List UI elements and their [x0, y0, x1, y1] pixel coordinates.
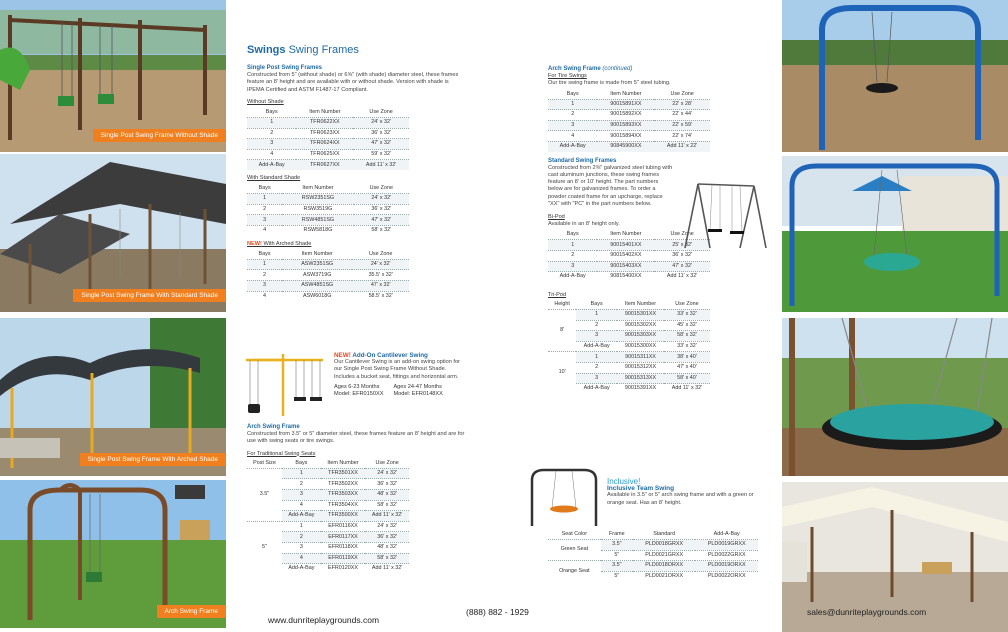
arch-frame-block: [247, 424, 465, 574]
table-row: 3 EFR0118XX 48' x 32': [247, 542, 409, 553]
table-row: 3.5" 1 TFR3501XX 24' x 32': [247, 468, 409, 479]
table-row: 1 TFR0622XX 24' x 32': [247, 118, 409, 129]
column-single-post: [247, 44, 465, 301]
table-row: 2 ASW3719G 35.5' x 32': [247, 270, 409, 281]
standard-frames-desc: Constructed from 2⅜" galvanized steel tubing with cast aluminum junctions, these swing frames feature an 8' or 10' height. The part numbers below are for galvanized frames. To order a powder coated frame for an upcharge, replace "XX" with "PC" in the part numbers below.: [548, 164, 673, 207]
photo-single-post-no-shade: [0, 0, 226, 152]
footer-email[interactable]: sales@dunriteplaygrounds.com: [807, 607, 927, 617]
standard-frame-image: [680, 180, 770, 250]
photo-team-swing-green: [782, 156, 1008, 312]
bipod-desc: Available in an 8' height only.: [548, 221, 620, 228]
arched-shade-heading: NEW! With Arched Shade: [247, 240, 312, 247]
table-row: 3 90015313XX 58' x 40': [548, 373, 710, 384]
cantilever-desc: Our Cantilever Swing is an add-on swing option for our Single Post Swing Frame Without Shade. Includes a bucket seat, fittings and horizontal arm.: [334, 359, 460, 380]
standard-shade-table: Bays Item Number Use Zone 1 RSW2351SG 24' x 32' 2 RSW3519G 36' x 32' 3 RSW4851SG 47' x 32' 4 RSW5818G 58' x 32': [247, 184, 409, 235]
tire-table: Bays Item Number Use Zone 1 90015891XX 22' x 28' 2 90015892XX 22' x 44' 3 90015893XX 22' x 59' 4 90015894XX 22' x 74' Add-A-Bay 90845900XX Add 11' x 22': [548, 90, 710, 152]
table-row: 1 90015891XX 22' x 28': [548, 99, 710, 110]
tripod-table: Height Bays Item Number Use Zone 8' 1 90015301XX 33' x 32' 2 90015302XX 45' x 32' 3 90015303XX 58' x 32' Add-A-Bay 90015300XX 33' x 32' 10' 1 90015311XX 38' x 40' 2 90015312XX 47' x 40' 3 90015313XX 58' x 40' Add-A-Bay 90015391XX Add 11' x 32': [548, 300, 710, 394]
bipod-table: Bays Item Number Use Zone 1 90015401XX 25' x 32' 2 90015402XX 36' x 32' 3 90015403XX 47' x 32' Add-A-Bay 90815400XX Add 11' x 32': [548, 230, 710, 281]
table-row: 2 TFR3502XX 36' x 32': [247, 479, 409, 490]
table-row: 8' 1 90015301XX 33' x 32': [548, 309, 710, 320]
without-shade-heading: Without Shade: [247, 98, 284, 105]
table-row: 3 90015893XX 22' x 59': [548, 120, 710, 131]
table-row: 2 90015302XX 45' x 32': [548, 320, 710, 331]
arch-frame-desc: Constructed from 3.5" or 5" diameter steel, these frames feature an 8' height and are for use with swing seats or tire swings.: [247, 431, 465, 445]
photo-single-post-arched-shade: [0, 318, 226, 476]
table-row: 3 TFR3503XX 48' x 32': [247, 490, 409, 501]
arch-cont-heading: Arch Swing Frame (continued): [548, 66, 633, 72]
without-shade-table: Bays Item Number Use Zone 1 TFR0622XX 24' x 32' 2 TFR0623XX 36' x 32' 3 TFR0624XX 47' x 32' 4 TFR0625XX 59' x 32' Add-A-Bay TFR0627XX Add 11' x 32': [247, 108, 409, 170]
footer-website[interactable]: www.dunriteplaygrounds.com: [268, 615, 380, 625]
table-row: 1 ASW2351SG 24' x 32': [247, 259, 409, 270]
table-row: 1 90015401XX 25' x 32': [548, 240, 710, 251]
single-post-heading: Single Post Swing Frames: [247, 65, 323, 71]
table-row: 3 90015403XX 47' x 32': [548, 261, 710, 272]
table-row: 4 90015894XX 22' x 74': [548, 131, 710, 142]
page-title: Swings Swing Frames: [247, 44, 359, 56]
bipod-heading: Bi-Pod: [548, 214, 565, 220]
photo-arch-swing-frame: [0, 480, 226, 628]
caption-arch-swing-frame: Arch Swing Frame: [157, 605, 226, 618]
cantilever-model-2: Model: EFR0148XX: [393, 391, 443, 398]
arched-shade-table: Bays Item Number Use Zone 1 ASW2351SG 24' x 32' 2 ASW3719G 35.5' x 32' 3 ASW4851SG 47' x 32' 4 ASW6018G 58.5' x 32': [247, 250, 409, 301]
table-row: Add-A-Bay 90815400XX Add 11' x 32': [548, 272, 710, 282]
table-row: 10' 1 90015311XX 38' x 40': [548, 352, 710, 363]
inclusive-table-wrap: [548, 530, 763, 581]
table-row: 2 90015402XX 36' x 32': [548, 251, 710, 262]
cantilever-age-1: Ages 6-23 Months: [334, 383, 380, 390]
table-row: 5" 1 EFR0116XX 24' x 32': [247, 521, 409, 532]
tripod-heading: Tri-Pod: [548, 291, 567, 298]
table-row: Add-A-Bay TFR0627XX Add 11' x 32': [247, 160, 409, 170]
table-row: Add-A-Bay TFR3500XX Add 11' x 32': [247, 511, 409, 522]
table-row: Orange Seat 3.5" PLD0018ORXX PLD0019ORXX: [548, 561, 758, 572]
table-row: 4 TFR0625XX 59' x 32': [247, 149, 409, 160]
traditional-seats-heading: For Traditional Swing Seats: [247, 450, 316, 457]
cantilever-block: [334, 352, 464, 398]
tire-desc: Our tire swing frame is made from 5" steel tubing.: [548, 80, 671, 87]
table-row: 3 RSW4851SG 47' x 32': [247, 215, 409, 226]
table-row: 2 EFR0117XX 36' x 32': [247, 532, 409, 543]
caption-single-post-arched-shade: Single Post Swing Frame With Arched Shade: [80, 453, 226, 466]
team-swing-image: [526, 466, 602, 528]
table-row: 4 ASW6018G 58.5' x 32': [247, 291, 409, 301]
table-row: Add-A-Bay 90015300XX 33' x 32': [548, 341, 710, 352]
caption-single-post-standard-shade: Single Post Swing Frame With Standard Shade: [73, 289, 226, 302]
table-row: 3 TFR0624XX 47' x 32': [247, 139, 409, 150]
table-row: Add-A-Bay EFR0120XX Add 11' x 32': [247, 564, 409, 574]
arch-frame-table: Post Size Bays Item Number Use Zone 3.5" 1 TFR3501XX 24' x 32' 2 TFR3502XX 36' x 32' 3 TFR3503XX 48' x 32' 4 TFR3504XX 58' x 32' Add-A-Bay TFR3500XX Add 11' x 32' 5" 1 EFR0116XX 24' x 32' 2 EFR0117XX 36' x 32' 3 EFR0118XX 48' x 32' 4 EFR0119XX 58' x 32' Add-A-Bay EFR0120XX Add 11' x 32': [247, 459, 409, 574]
table-row: 3 ASW4851SG 47' x 32': [247, 280, 409, 291]
table-row: Add-A-Bay 90845900XX Add 11' x 22': [548, 141, 710, 151]
inclusive-block: [607, 478, 757, 507]
tire-heading: For Tire Swings: [548, 73, 587, 80]
table-row: 4 TFR3504XX 58' x 32': [247, 500, 409, 511]
table-row: 4 RSW5818G 58' x 32': [247, 225, 409, 235]
photo-team-swing-closeup: [782, 318, 1008, 476]
arch-frame-heading: Arch Swing Frame: [247, 424, 300, 430]
photo-single-post-standard-shade: [0, 154, 226, 312]
standard-shade-heading: With Standard Shade: [247, 174, 301, 181]
inclusive-table: Seat Color Frame Standard Add-A-Bay Green Seat 3.5" PLD0018GRXX PLD0019GRXX 5" PLD0021GRXX PLD0022GRXX Orange Seat 3.5" PLD0018ORXX PLD0019ORXX 5" PLD0021ORXX PLD0022ORXX: [548, 530, 758, 581]
table-row: 2 90015892XX 22' x 44': [548, 110, 710, 121]
cantilever-model-1: Model: EFR0150XX: [334, 391, 384, 398]
inclusive-tag: Inclusive!: [607, 477, 641, 486]
cantilever-age-2: Ages 24-47 Months: [393, 383, 442, 390]
table-row: Add-A-Bay 90015391XX Add 11' x 32': [548, 384, 710, 394]
photo-tire-swing: [782, 0, 1008, 152]
table-row: 1 RSW2351SG 24' x 32': [247, 194, 409, 205]
table-row: 5" PLD0021GRXX PLD0022GRXX: [548, 550, 758, 561]
inclusive-desc: Available in 3.5" or 5" arch swing frame and with a green or orange seat. Has an 8' height.: [607, 492, 754, 506]
standard-frames-heading: Standard Swing Frames: [548, 157, 617, 164]
table-row: 2 90015312XX 47' x 40': [548, 362, 710, 373]
table-row: Green Seat 3.5" PLD0018GRXX PLD0019GRXX: [548, 540, 758, 551]
footer-phone[interactable]: (888) 882 - 1929: [466, 607, 529, 617]
single-post-desc: Constructed from 5" (without shade) or 6⅝" (with shade) diameter steel, these frames feature an 8' height and are available with or without shade. Version with shade is IPEMA Certified and ASTM F1487-17 Compliant.: [247, 72, 459, 93]
table-row: 5" PLD0021ORXX PLD0022ORXX: [548, 571, 758, 581]
cantilever-swing-image: [238, 352, 328, 418]
caption-single-post-no-shade: Single Post Swing Frame Without Shade: [93, 129, 226, 142]
table-row: 2 RSW3519G 36' x 32': [247, 204, 409, 215]
table-row: 4 EFR0119XX 58' x 32': [247, 553, 409, 564]
cantilever-heading: NEW! Add-On Cantilever Swing: [334, 352, 428, 359]
table-row: 3 90015303XX 58' x 32': [548, 331, 710, 342]
table-row: 2 TFR0623XX 36' x 32': [247, 128, 409, 139]
inclusive-heading: Inclusive Team Swing: [607, 485, 675, 493]
